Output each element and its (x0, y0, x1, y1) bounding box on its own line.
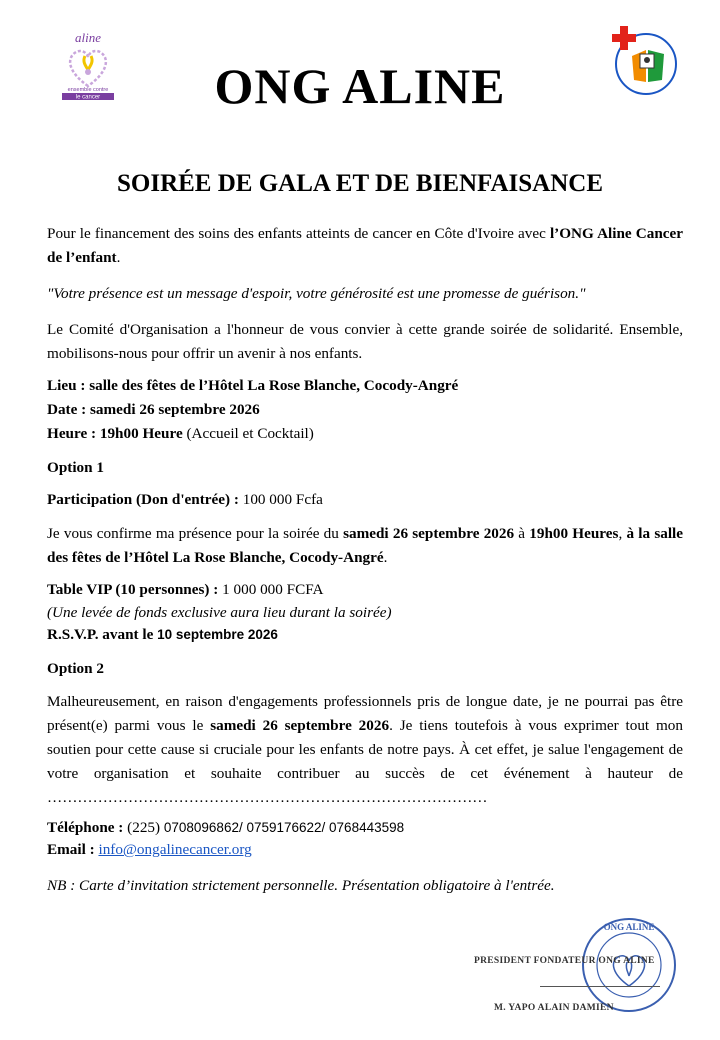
stamp-text: ONG ALINE (603, 922, 655, 932)
signature-title: PRESIDENT FONDATEUR ONG ALINE (474, 956, 655, 966)
email-link[interactable]: info@ongalinecancer.org (98, 841, 252, 858)
intro-paragraph: Pour le financement des soins des enfants atteints de cancer en Côte d'Ivoire avec l’ONG Aline Cancer de l’enfant. (47, 225, 683, 266)
option2-title: Option 2 (47, 660, 104, 677)
confirm-paragraph: Je vous confirme ma présence pour la soirée du samedi 26 septembre 2026 à 19h00 Heures, à la salle des fêtes de l’Hôtel La Rose Blanche, Cocody-Angré. (47, 525, 684, 566)
logo-left-small: ensemble contre (67, 87, 109, 93)
logo-left-badge: le cancer (75, 94, 101, 100)
email: Email : info@ongalinecancer.org (47, 841, 252, 858)
vip-table: Table VIP (10 personnes) : 1 000 000 FCFA (47, 581, 324, 598)
event-date: Date : samedi 26 septembre 2026 (47, 401, 260, 418)
event-title: SOIRÉE DE GALA ET DE BIENFAISANCE (116, 170, 603, 197)
amount-blank[interactable]: …………………………………………………………………………… (47, 789, 488, 806)
org-title: ONG ALINE (214, 58, 506, 114)
svg-text:aline: aline (75, 30, 101, 45)
event-location: Lieu : salle des fêtes de l’Hôtel La Rose Blanche, Cocody-Angré (47, 377, 459, 394)
rsvp: R.S.V.P. avant le 10 septembre 2026 (47, 626, 278, 643)
participation: Participation (Don d'entrée) : 100 000 Fcfa (47, 491, 323, 508)
quote: "Votre présence est un message d'espoir, votre générosité est une promesse de guérison." (47, 285, 586, 302)
footnote: NB : Carte d’invitation strictement personnelle. Présentation obligatoire à l'entrée. (47, 877, 555, 894)
signature-line (540, 986, 660, 987)
event-time: Heure : 19h00 Heure (Accueil et Cocktail) (47, 425, 314, 442)
invitation-paragraph: Le Comité d'Organisation a l'honneur de vous convier à cette grande soirée de solidarité. Ensemble, mobilisons-nous pour offrir un avenir à nos enfants. (47, 321, 683, 362)
vip-note: (Une levée de fonds exclusive aura lieu durant la soirée) (47, 604, 392, 621)
option1-title: Option 1 (47, 459, 104, 476)
phone: Téléphone : (225) 0708096862/ 0759176622/ 0768443598 (47, 819, 405, 836)
signature-name: M. YAPO ALAIN DAMIEN (494, 1003, 614, 1013)
option2-paragraph: Malheureusement, en raison d'engagements professionnels pris de longue date, je ne pourrai pas être présent(e) parmi vous le samedi 26 septembre 2026. Je tiens toutefois à vous exprimer tout mon soutien pour cette cause si cruciale pour les enfants de notre pays. À cet effet, je salue l'engagement de votre organisation et souhaite contribuer au succès de cet événement à hauteur de …………………………………………………………………………… (47, 693, 683, 806)
